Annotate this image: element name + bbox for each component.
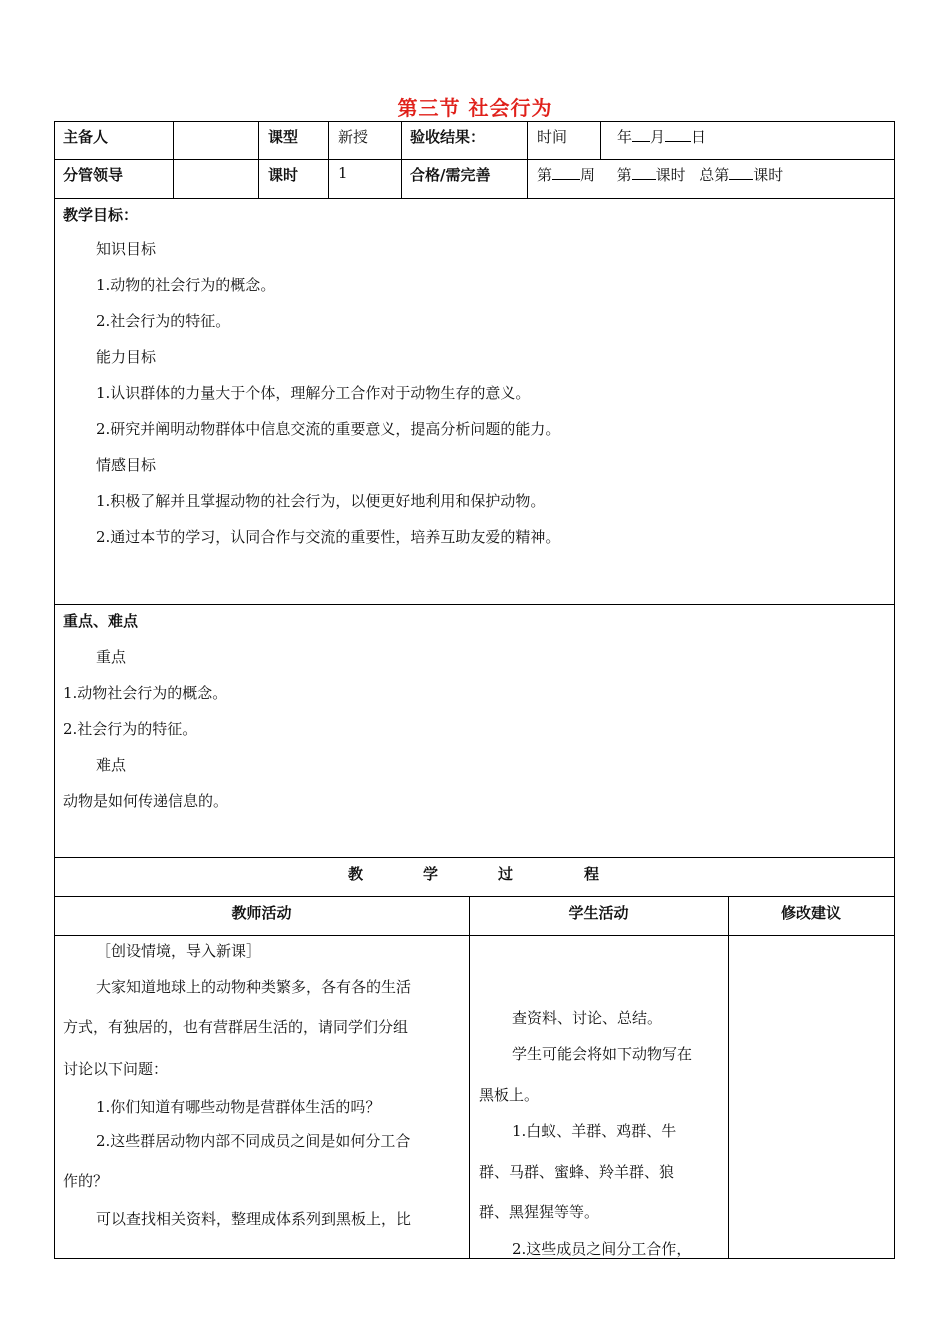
process-heading-char: 学 bbox=[423, 865, 439, 883]
objective-line: 1.认识群体的力量大于个体，理解分工合作对于动物生存的意义。 bbox=[96, 384, 531, 402]
teacher-line: 方式，有独居的，也有营群居生活的，请同学们分组 bbox=[63, 1018, 409, 1036]
student-line: 群、马群、蜜蜂、羚羊群、狼 bbox=[479, 1163, 675, 1181]
teacher-line: 2.这些群居动物内部不同成员之间是如何分工合 bbox=[96, 1132, 411, 1150]
suggestion-header: 修改建议 bbox=[780, 904, 841, 922]
hours-value: 1 bbox=[338, 164, 348, 182]
course-type-label: 课型 bbox=[268, 128, 299, 146]
student-line: 群、黑猩猩等等。 bbox=[479, 1203, 600, 1221]
time-label: 时间 bbox=[537, 128, 568, 146]
key-point-line: 重点 bbox=[96, 648, 127, 666]
teacher-line: 讨论以下问题： bbox=[63, 1060, 169, 1078]
pass-label: 合格/需完善 bbox=[410, 166, 491, 184]
hours-label: 课时 bbox=[268, 166, 299, 184]
teacher-activity-header: 教师活动 bbox=[231, 904, 292, 922]
lead-label: 主备人 bbox=[63, 128, 109, 146]
objective-line: 能力目标 bbox=[96, 348, 157, 366]
document-title: 第三节 社会行为 bbox=[397, 96, 553, 120]
student-line: 黑板上。 bbox=[479, 1086, 540, 1104]
result-label: 验收结果： bbox=[410, 128, 486, 146]
objective-line: 知识目标 bbox=[96, 240, 157, 258]
manager-label: 分管领导 bbox=[63, 166, 124, 184]
teacher-line: ［创设情境，导入新课］ bbox=[96, 942, 262, 960]
student-line: 1.白蚁、羊群、鸡群、牛 bbox=[512, 1122, 677, 1140]
student-line: 学生可能会将如下动物写在 bbox=[512, 1045, 693, 1063]
objective-line: 2.研究并阐明动物群体中信息交流的重要意义，提高分析问题的能力。 bbox=[96, 420, 561, 438]
student-line: 2.这些成员之间分工合作， bbox=[512, 1240, 692, 1258]
date-month: 月 bbox=[650, 128, 666, 146]
teacher-line: 可以查找相关资料，整理成体系列到黑板上，比 bbox=[96, 1210, 412, 1228]
key-point-line: 难点 bbox=[96, 756, 127, 774]
process-heading-char: 程 bbox=[584, 865, 600, 883]
key-point-line: 动物是如何传递信息的。 bbox=[63, 792, 229, 810]
date-year: 年 bbox=[617, 128, 633, 146]
date-day: 日 bbox=[691, 128, 707, 146]
course-type-value: 新授 bbox=[338, 128, 369, 146]
process-heading-char: 教 bbox=[348, 865, 364, 883]
teacher-line: 作的？ bbox=[63, 1172, 109, 1190]
key-point-line: 1.动物社会行为的概念。 bbox=[63, 684, 228, 702]
student-activity-header: 学生活动 bbox=[568, 904, 629, 922]
key-point-line: 2.社会行为的特征。 bbox=[63, 720, 198, 738]
date-field bbox=[617, 126, 706, 147]
student-line: 查资料、讨论、总结。 bbox=[512, 1009, 663, 1027]
objective-line: 情感目标 bbox=[96, 456, 157, 474]
schedule-field: 第 周 第 课时 总第 课时 bbox=[537, 166, 784, 184]
objective-line: 2.社会行为的特征。 bbox=[96, 312, 231, 330]
process-heading-char: 过 bbox=[498, 865, 514, 883]
objective-line: 1.积极了解并且掌握动物的社会行为，以便更好地利用和保护动物。 bbox=[96, 492, 546, 510]
objective-line: 1.动物的社会行为的概念。 bbox=[96, 276, 276, 294]
teacher-line: 大家知道地球上的动物种类繁多，各有各的生活 bbox=[96, 978, 412, 996]
objective-line: 2.通过本节的学习，认同合作与交流的重要性，培养互助友爱的精神。 bbox=[96, 528, 561, 546]
objectives-heading: 教学目标： bbox=[63, 206, 139, 224]
key-points-heading: 重点、难点 bbox=[63, 612, 139, 630]
teacher-line: 1.你们知道有哪些动物是营群体生活的吗？ bbox=[96, 1098, 381, 1116]
